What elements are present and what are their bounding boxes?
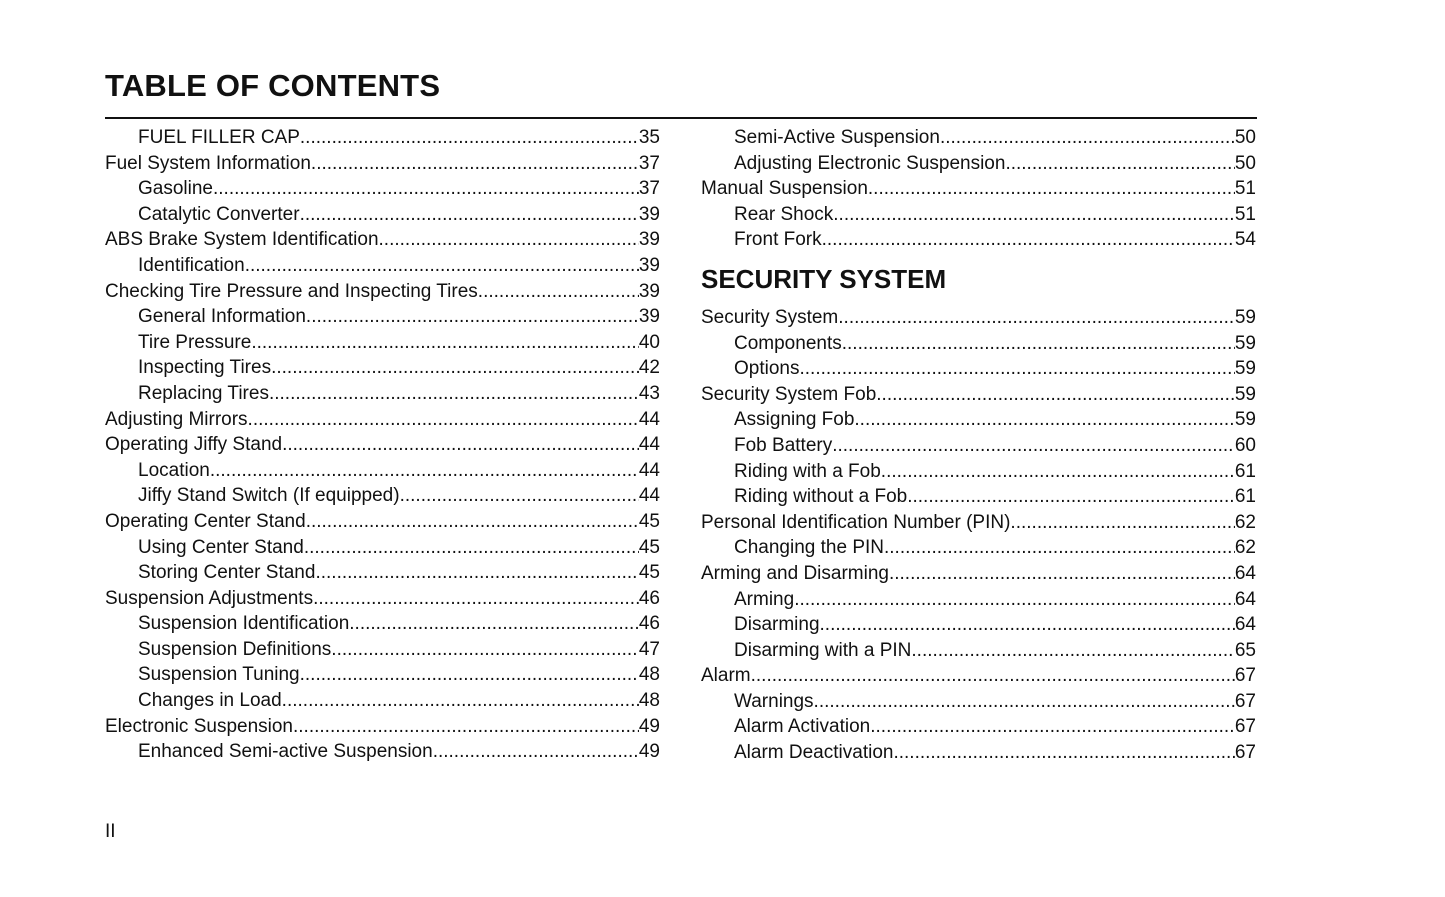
toc-entry-label: Identification <box>138 254 245 276</box>
toc-entry[interactable] <box>105 304 660 330</box>
toc-entry-page-number: 67 <box>1234 665 1256 687</box>
toc-entry[interactable] <box>105 253 660 279</box>
toc-entry-page-number: 35 <box>638 127 660 148</box>
toc-entry[interactable] <box>105 637 660 663</box>
toc-dot-leader <box>210 458 639 484</box>
toc-entry-page-number: 49 <box>638 741 660 763</box>
toc-entry[interactable] <box>701 356 1256 382</box>
toc-entry-page-number: 48 <box>638 664 660 686</box>
toc-entry-label: Operating Center Stand <box>105 510 306 532</box>
toc-dot-leader <box>306 509 639 535</box>
toc-entry[interactable] <box>105 662 660 688</box>
toc-entry-label: Suspension Adjustments <box>105 587 314 609</box>
toc-entry[interactable] <box>701 714 1256 740</box>
toc-entry-page-number: 44 <box>638 434 660 456</box>
toc-entry-label: Inspecting Tires <box>138 357 272 379</box>
toc-entry-label: Operating Jiffy Stand <box>105 434 283 456</box>
toc-entry[interactable] <box>105 227 660 253</box>
toc-entry-label: Riding with a Fob <box>734 460 881 482</box>
toc-right-column <box>701 125 1256 766</box>
toc-dot-leader <box>832 433 1235 459</box>
toc-entry-label: Riding without a Fob <box>734 486 908 508</box>
toc-entry-page-number: 46 <box>638 613 660 635</box>
toc-entry-page-number: 61 <box>1234 460 1256 482</box>
toc-entry-label: Arming and Disarming <box>701 562 889 584</box>
toc-entry[interactable] <box>105 458 660 484</box>
toc-entry[interactable] <box>701 433 1256 459</box>
toc-entry[interactable] <box>105 688 660 714</box>
toc-entry-page-number: 45 <box>638 562 660 584</box>
toc-dot-leader <box>820 612 1235 638</box>
toc-dot-leader <box>271 355 639 381</box>
toc-entry[interactable] <box>105 586 660 612</box>
toc-dot-leader <box>300 202 639 228</box>
toc-entry-label: Fuel System Information <box>105 152 311 174</box>
page-number: II <box>105 821 116 842</box>
toc-dot-leader <box>304 535 639 561</box>
toc-entry-label: Using Center Stand <box>138 536 304 558</box>
toc-dot-leader <box>842 331 1235 357</box>
toc-dot-leader <box>893 740 1234 766</box>
toc-dot-leader <box>822 227 1235 253</box>
toc-entry-label: Manual Suspension <box>701 178 868 200</box>
toc-entry-page-number: 61 <box>1234 486 1256 508</box>
toc-dot-leader <box>876 382 1235 408</box>
toc-entry-label: Options <box>734 358 800 380</box>
toc-dot-leader <box>940 125 1235 151</box>
toc-dot-leader <box>478 279 639 305</box>
toc-entry-page-number: 65 <box>1234 639 1256 661</box>
toc-right-top-list <box>701 125 1256 253</box>
toc-entry-page-number: 44 <box>638 485 660 507</box>
toc-dot-leader <box>433 739 639 765</box>
toc-entry[interactable] <box>105 176 660 202</box>
toc-entry[interactable] <box>701 484 1256 510</box>
toc-entry[interactable] <box>105 535 660 561</box>
toc-entry-page-number: 49 <box>638 715 660 737</box>
toc-dot-leader <box>794 587 1235 613</box>
toc-entry-label: Components <box>734 332 842 354</box>
toc-entry[interactable] <box>105 279 660 305</box>
toc-dot-leader <box>838 305 1235 331</box>
toc-entry-label: FUEL FILLER CAP <box>138 127 300 148</box>
toc-entry-page-number: 39 <box>638 254 660 276</box>
toc-entry[interactable] <box>701 176 1256 202</box>
toc-entry-page-number: 45 <box>638 536 660 558</box>
toc-entry-page-number: 67 <box>1234 690 1256 712</box>
toc-entry-label: Warnings <box>734 690 814 712</box>
toc-dot-leader <box>331 637 639 663</box>
toc-dot-leader <box>884 535 1235 561</box>
toc-entry-page-number: 50 <box>1234 127 1256 148</box>
toc-dot-leader <box>349 611 639 637</box>
toc-entry-page-number: 54 <box>1234 229 1256 251</box>
toc-entry-page-number: 60 <box>1234 434 1256 456</box>
toc-entry-label: Tire Pressure <box>138 331 252 353</box>
toc-entry[interactable] <box>701 689 1256 715</box>
toc-entry-page-number: 46 <box>638 587 660 609</box>
toc-entry[interactable] <box>105 355 660 381</box>
toc-entry[interactable] <box>105 611 660 637</box>
toc-dot-leader <box>300 662 639 688</box>
toc-entry-page-number: 42 <box>638 357 660 379</box>
toc-right-bottom-list <box>701 305 1256 766</box>
toc-entry[interactable] <box>105 483 660 509</box>
toc-entry-label: Adjusting Electronic Suspension <box>734 152 1006 174</box>
toc-dot-leader <box>251 330 639 356</box>
toc-dot-leader <box>889 561 1235 587</box>
toc-entry[interactable] <box>701 612 1256 638</box>
toc-entry-page-number: 64 <box>1234 614 1256 636</box>
toc-entry-label: Suspension Tuning <box>138 664 300 686</box>
toc-entry-page-number: 39 <box>638 229 660 251</box>
toc-entry-label: Adjusting Mirrors <box>105 408 248 430</box>
toc-dot-leader <box>306 304 639 330</box>
toc-entry[interactable] <box>105 509 660 535</box>
toc-entry[interactable] <box>701 151 1256 177</box>
toc-entry-label: Location <box>138 459 210 481</box>
toc-dot-leader <box>213 176 639 202</box>
toc-entry-label: Assigning Fob <box>734 409 855 431</box>
toc-entry-label: Changes in Load <box>138 690 282 712</box>
toc-dot-leader <box>799 356 1234 382</box>
toc-entry-label: Disarming with a PIN <box>734 639 912 661</box>
toc-entry[interactable] <box>701 125 1256 151</box>
toc-entry[interactable] <box>105 407 660 433</box>
toc-entry-label: Electronic Suspension <box>105 715 293 737</box>
toc-entry-label: Security System Fob <box>701 383 877 405</box>
toc-entry-label: Checking Tire Pressure and Inspecting Tires <box>105 280 478 302</box>
toc-entry-label: Security System <box>701 306 839 328</box>
toc-entry-label: Suspension Definitions <box>138 638 332 660</box>
toc-entry[interactable] <box>701 561 1256 587</box>
toc-entry[interactable] <box>701 638 1256 664</box>
toc-entry-label: Fob Battery <box>734 434 833 456</box>
toc-entry[interactable] <box>701 535 1256 561</box>
toc-dot-leader <box>1005 151 1234 177</box>
toc-entry-page-number: 48 <box>638 690 660 712</box>
toc-entry-page-number: 45 <box>638 510 660 532</box>
toc-dot-leader <box>881 459 1235 485</box>
toc-entry-page-number: 67 <box>1234 742 1256 764</box>
toc-entry-page-number: 59 <box>1234 383 1256 405</box>
toc-entry-label: Rear Shock <box>734 203 834 225</box>
toc-entry-label: Disarming <box>734 614 820 636</box>
toc-entry[interactable] <box>701 587 1256 613</box>
toc-dot-leader <box>311 151 639 177</box>
toc-entry-label: Catalytic Converter <box>138 203 300 225</box>
toc-entry-page-number: 62 <box>1234 511 1256 533</box>
toc-entry-label: Storing Center Stand <box>138 562 316 584</box>
toc-entry-page-number: 39 <box>638 306 660 328</box>
toc-entry-label: Arming <box>734 588 795 610</box>
toc-entry-page-number: 39 <box>638 280 660 302</box>
toc-entry[interactable] <box>105 151 660 177</box>
toc-entry-page-number: 59 <box>1234 306 1256 328</box>
toc-dot-leader <box>313 586 639 612</box>
toc-entry-label: Replacing Tires <box>138 382 269 404</box>
toc-entry[interactable] <box>701 510 1256 536</box>
toc-dot-leader <box>854 407 1234 433</box>
page-title: TABLE OF CONTENTS <box>105 68 441 103</box>
toc-entry[interactable] <box>701 227 1256 253</box>
toc-entry-label: Jiffy Stand Switch (If equipped) <box>138 485 400 507</box>
toc-entry[interactable] <box>701 202 1256 228</box>
toc-entry-page-number: 64 <box>1234 562 1256 584</box>
toc-entry-label: ABS Brake System Identification <box>105 229 379 251</box>
toc-entry-page-number: 62 <box>1234 537 1256 559</box>
toc-entry-page-number: 44 <box>638 408 660 430</box>
toc-entry[interactable] <box>701 382 1256 408</box>
toc-entry[interactable] <box>105 560 660 586</box>
section-heading-security-system: SECURITY SYSTEM <box>701 263 947 294</box>
toc-entry[interactable] <box>105 714 660 740</box>
toc-entry-page-number: 40 <box>638 331 660 353</box>
toc-entry-page-number: 39 <box>638 203 660 225</box>
toc-dot-leader <box>1010 510 1234 536</box>
toc-entry[interactable] <box>105 202 660 228</box>
toc-entry-page-number: 67 <box>1234 716 1256 738</box>
toc-entry-page-number: 47 <box>638 638 660 660</box>
toc-entry-page-number: 59 <box>1234 332 1256 354</box>
toc-entry-label: Personal Identification Number (PIN) <box>701 511 1011 533</box>
toc-entry[interactable] <box>105 125 660 151</box>
toc-dot-leader <box>248 407 639 433</box>
toc-entry-page-number: 59 <box>1234 409 1256 431</box>
toc-dot-leader <box>751 663 1235 689</box>
toc-entry-page-number: 43 <box>638 382 660 404</box>
title-divider <box>105 117 1257 119</box>
toc-dot-leader <box>868 176 1235 202</box>
toc-dot-leader <box>911 638 1234 664</box>
toc-entry[interactable] <box>105 432 660 458</box>
toc-entry[interactable] <box>105 381 660 407</box>
toc-entry-page-number: 51 <box>1234 178 1256 200</box>
toc-entry-page-number: 37 <box>638 152 660 174</box>
toc-entry-label: Changing the PIN <box>734 537 884 559</box>
toc-dot-leader <box>300 125 639 151</box>
toc-dot-leader <box>870 714 1235 740</box>
toc-dot-leader <box>833 202 1235 228</box>
toc-entry-page-number: 50 <box>1234 152 1256 174</box>
toc-entry[interactable] <box>701 663 1256 689</box>
toc-dot-leader <box>282 688 639 714</box>
toc-left-column <box>105 125 660 765</box>
toc-entry[interactable] <box>701 331 1256 357</box>
toc-dot-leader <box>907 484 1235 510</box>
toc-entry-label: Semi-Active Suspension <box>734 127 940 148</box>
toc-entry-label: Gasoline <box>138 178 213 200</box>
toc-entry-label: Alarm Deactivation <box>734 742 894 764</box>
toc-entry-label: Suspension Identification <box>138 613 350 635</box>
toc-entry-label: Alarm Activation <box>734 716 871 738</box>
toc-entry[interactable] <box>701 459 1256 485</box>
toc-entry[interactable] <box>105 739 660 765</box>
toc-entry-label: Alarm <box>701 665 751 687</box>
toc-entry-label: General Information <box>138 306 306 328</box>
toc-dot-leader <box>282 432 639 458</box>
toc-entry-label: Front Fork <box>734 229 822 251</box>
toc-entry-page-number: 64 <box>1234 588 1256 610</box>
toc-entry[interactable] <box>105 330 660 356</box>
toc-dot-leader <box>293 714 639 740</box>
toc-dot-leader <box>400 483 639 509</box>
toc-entry[interactable] <box>701 407 1256 433</box>
toc-entry-page-number: 44 <box>638 459 660 481</box>
toc-entry[interactable] <box>701 740 1256 766</box>
toc-dot-leader <box>814 689 1235 715</box>
toc-entry[interactable] <box>701 305 1256 331</box>
toc-entry-label: Enhanced Semi-active Suspension <box>138 741 433 763</box>
toc-entry-page-number: 51 <box>1234 203 1256 225</box>
toc-entry-page-number: 37 <box>638 178 660 200</box>
toc-dot-leader <box>379 227 639 253</box>
toc-entry-page-number: 59 <box>1234 358 1256 380</box>
toc-dot-leader <box>269 381 639 407</box>
toc-dot-leader <box>315 560 638 586</box>
toc-dot-leader <box>245 253 639 279</box>
